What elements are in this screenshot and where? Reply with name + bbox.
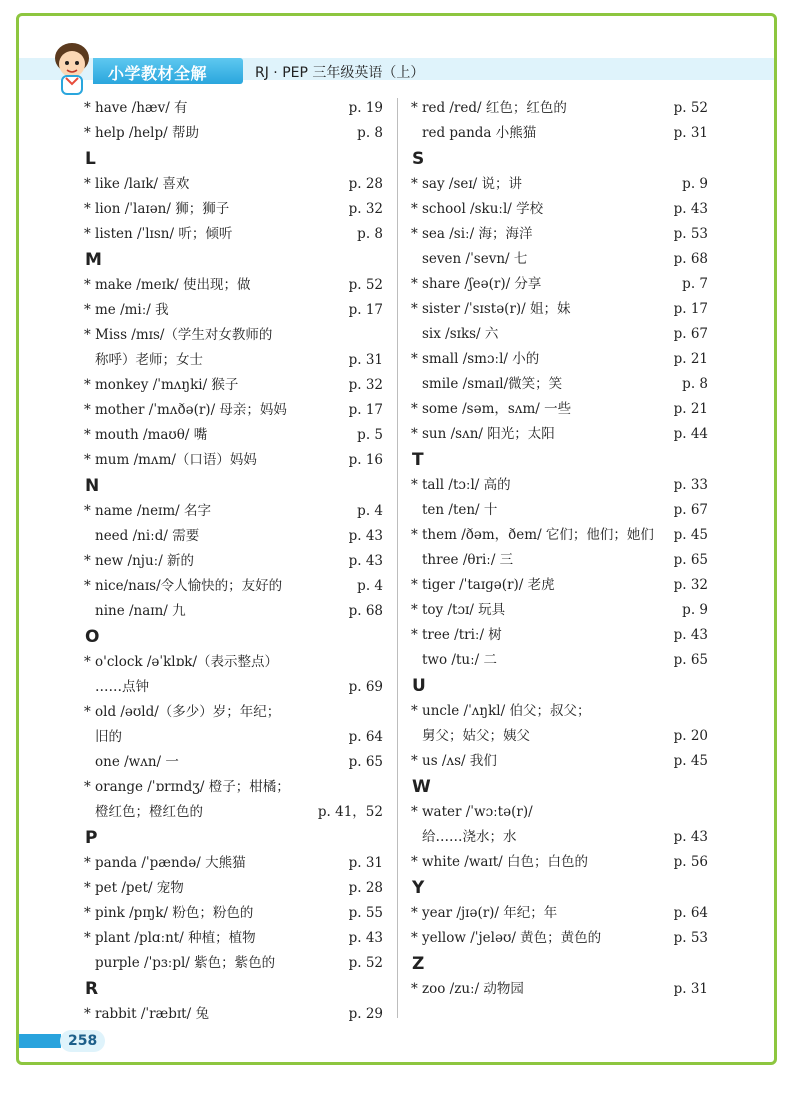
page-reference: p. 67 (673, 326, 708, 342)
entry-line (84, 499, 383, 524)
glossary-entry (84, 448, 383, 473)
entry-text: tall /tɔːl/ 高的 (422, 477, 511, 493)
glossary-entry (411, 800, 708, 850)
core-word-star: * (84, 402, 91, 418)
glossary-entry (84, 700, 383, 750)
entry-text: monkey /ˈmʌŋki/ 猴子 (95, 377, 239, 393)
entry-text: sister /ˈsɪstə(r)/ 姐；妹 (422, 301, 571, 317)
core-word-star: * (84, 176, 91, 192)
core-word-star: * (411, 703, 418, 719)
core-word-star: * (84, 553, 91, 569)
entry-text: o'clock /əˈklɒk/（表示整点） (95, 654, 278, 670)
entry-line (411, 96, 708, 121)
entry-line (411, 548, 708, 573)
core-word-star: * (84, 100, 91, 116)
page-reference: p. 28 (348, 880, 383, 896)
entry-text: yellow /ˈjeləʊ/ 黄色；黄色的 (422, 930, 602, 946)
glossary-entry (411, 222, 708, 247)
section-letter: U (412, 676, 426, 696)
glossary-entry (411, 498, 708, 523)
core-word-star: * (84, 880, 91, 896)
page-reference: p. 29 (348, 1006, 383, 1022)
entry-line (84, 775, 383, 800)
column-divider (397, 98, 398, 1018)
entry-line (84, 926, 383, 951)
page-reference: p. 7 (682, 276, 708, 292)
glossary-entry (411, 573, 708, 598)
page-reference: p. 31 (348, 352, 383, 368)
section-letter: S (412, 149, 425, 169)
core-word-star: * (411, 351, 418, 367)
entry-line (84, 172, 383, 197)
entry-line (84, 599, 383, 624)
glossary-entry (84, 373, 383, 398)
entry-text: like /laɪk/ 喜欢 (95, 176, 190, 192)
entry-text: three /θriː/ 三 (422, 552, 514, 568)
entry-line (411, 473, 708, 498)
core-word-star: * (84, 503, 91, 519)
core-word-star: * (411, 804, 418, 820)
page-reference: p. 20 (673, 728, 708, 744)
entry-text: water /ˈwɔːtə(r)/ (422, 804, 533, 820)
glossary-entry (84, 323, 383, 373)
entry-line (84, 675, 383, 700)
entry-line (411, 347, 708, 372)
core-word-star: * (84, 226, 91, 242)
core-word-star: * (84, 427, 91, 443)
section-letter: Y (412, 878, 425, 898)
entry-text: 给……浇水；水 (422, 829, 517, 845)
core-word-star: * (411, 100, 418, 116)
page-number: 258 (60, 1030, 105, 1052)
entry-line (84, 574, 383, 599)
page-reference: p. 4 (357, 503, 383, 519)
page-reference: p. 17 (673, 301, 708, 317)
entry-text: make /meɪk/ 使出现；做 (95, 277, 251, 293)
glossary-entry (84, 775, 383, 825)
section-letter: W (412, 777, 431, 797)
core-word-star: * (84, 779, 91, 795)
entry-line (411, 926, 708, 951)
page-reference: p. 43 (348, 553, 383, 569)
entry-text: panda /ˈpændə/ 大熊猫 (95, 855, 246, 871)
entry-line (84, 725, 383, 750)
section-letter: L (85, 149, 96, 169)
core-word-star: * (84, 704, 91, 720)
page-reference: p. 69 (348, 679, 383, 695)
entry-text: rabbit /ˈræbɪt/ 兔 (95, 1006, 209, 1022)
glossary-entry (411, 372, 708, 397)
entry-text: pink /pɪŋk/ 粉色；粉色的 (95, 905, 254, 921)
core-word-star: * (411, 201, 418, 217)
glossary-entry (411, 598, 708, 623)
entry-text: share /ʃeə(r)/ 分享 (422, 276, 542, 292)
entry-text: ……点钟 (95, 679, 149, 695)
page-reference: p. 55 (348, 905, 383, 921)
entry-line (411, 699, 708, 724)
entry-text: tree /triː/ 树 (422, 627, 502, 643)
glossary-entry (84, 298, 383, 323)
entry-text: mouth /maʊθ/ 嘴 (95, 427, 208, 443)
core-word-star: * (411, 602, 418, 618)
page-reference: p. 5 (357, 427, 383, 443)
entry-line (411, 372, 708, 397)
entry-line (411, 825, 708, 850)
entry-line (84, 323, 383, 348)
entry-text: 橙红色；橙红色的 (95, 804, 203, 820)
entry-text: tiger /ˈtaɪɡə(r)/ 老虎 (422, 577, 555, 593)
core-word-star: * (411, 905, 418, 921)
glossary-entry (84, 96, 383, 121)
entry-line (411, 800, 708, 825)
entry-text: old /əʊld/（多少）岁；年纪； (95, 704, 281, 720)
glossary-entry (411, 977, 708, 1002)
core-word-star: * (84, 452, 91, 468)
page-reference: p. 43 (673, 627, 708, 643)
glossary-entry (411, 272, 708, 297)
entry-line (84, 524, 383, 549)
page-reference: p. 17 (348, 402, 383, 418)
glossary-entry (84, 121, 383, 146)
glossary-entry (84, 398, 383, 423)
glossary-entry (411, 648, 708, 673)
entry-text: have /hæv/ 有 (95, 100, 188, 116)
glossary-entry (84, 951, 383, 976)
glossary-entry (84, 750, 383, 775)
entry-line (84, 121, 383, 146)
core-word-star: * (411, 577, 418, 593)
entry-line (84, 851, 383, 876)
entry-line (84, 348, 383, 373)
entry-text: new /njuː/ 新的 (95, 553, 195, 569)
page-reference: p. 19 (348, 100, 383, 116)
entry-line (411, 272, 708, 297)
entry-line (84, 398, 383, 423)
entry-line (84, 273, 383, 298)
glossary-entry (84, 901, 383, 926)
entry-text: need /niːd/ 需要 (95, 528, 200, 544)
page-reference: p. 33 (673, 477, 708, 493)
page-reference: p. 31 (673, 125, 708, 141)
glossary-right-column (411, 96, 708, 1002)
page-reference: p. 43 (348, 930, 383, 946)
page-reference: p. 9 (682, 602, 708, 618)
glossary-entry (84, 172, 383, 197)
core-word-star: * (411, 627, 418, 643)
entry-line (411, 749, 708, 774)
entry-line (411, 197, 708, 222)
page-reference: p. 43 (673, 201, 708, 217)
entry-line (411, 850, 708, 875)
entry-line (411, 247, 708, 272)
page-reference: p. 31 (348, 855, 383, 871)
glossary-entry (411, 473, 708, 498)
section-letter: O (85, 627, 100, 647)
page-reference: p. 4 (357, 578, 383, 594)
entry-text: year /jɪə(r)/ 年纪；年 (422, 905, 558, 921)
entry-text: zoo /zuː/ 动物园 (422, 981, 524, 997)
entry-line (84, 700, 383, 725)
page-reference: p. 8 (357, 226, 383, 242)
page-reference: p. 67 (673, 502, 708, 518)
core-word-star: * (84, 1006, 91, 1022)
entry-line (411, 523, 708, 548)
glossary-entry (411, 850, 708, 875)
entry-text: mum /mʌm/（口语）妈妈 (95, 452, 257, 468)
entry-text: smile /smaɪl/微笑；笑 (422, 376, 563, 392)
page-reference: p. 45 (673, 527, 708, 543)
entry-text: nine /naɪn/ 九 (95, 603, 186, 619)
core-word-star: * (411, 426, 418, 442)
page-reference: p. 65 (348, 754, 383, 770)
entry-text: uncle /ˈʌŋkl/ 伯父；叔父； (422, 703, 591, 719)
glossary-entry (411, 397, 708, 422)
page-reference: p. 8 (357, 125, 383, 141)
page-reference: p. 45 (673, 753, 708, 769)
page-reference: p. 21 (673, 351, 708, 367)
entry-text: seven /ˈsevn/ 七 (422, 251, 528, 267)
entry-line (84, 1002, 383, 1027)
core-word-star: * (84, 377, 91, 393)
glossary-entry (411, 926, 708, 951)
page-reference: p. 52 (348, 955, 383, 971)
entry-line (84, 951, 383, 976)
entry-text: sea /siː/ 海；海洋 (422, 226, 533, 242)
glossary-entry (411, 172, 708, 197)
entry-line (411, 422, 708, 447)
entry-text: 称呼）老师；女士 (95, 352, 203, 368)
glossary-entry (411, 297, 708, 322)
page-reference: p. 65 (673, 552, 708, 568)
entry-text: me /miː/ 我 (95, 302, 169, 318)
page-reference: p. 52 (348, 277, 383, 293)
entry-text: lion /ˈlaɪən/ 狮；狮子 (95, 201, 230, 217)
entry-text: us /ʌs/ 我们 (422, 753, 497, 769)
entry-line (411, 297, 708, 322)
glossary-entry (411, 247, 708, 272)
entry-text: ten /ten/ 十 (422, 502, 498, 518)
page-reference: p. 44 (673, 426, 708, 442)
glossary-entry (411, 422, 708, 447)
glossary-entry (411, 347, 708, 372)
core-word-star: * (411, 854, 418, 870)
entry-text: Miss /mɪs/（学生对女教师的 (95, 327, 273, 343)
glossary-entry (84, 524, 383, 549)
page-reference: p. 64 (673, 905, 708, 921)
entry-line (84, 800, 383, 825)
glossary-entry (411, 197, 708, 222)
entry-text: six /sɪks/ 六 (422, 326, 499, 342)
page-reference: p. 65 (673, 652, 708, 668)
core-word-star: * (84, 578, 91, 594)
entry-text: orange /ˈɒrɪndʒ/ 橙子；柑橘； (95, 779, 290, 795)
core-word-star: * (84, 302, 91, 318)
glossary-left-column (84, 96, 383, 1027)
glossary-entry (84, 876, 383, 901)
glossary-entry (84, 599, 383, 624)
entry-line (84, 373, 383, 398)
page-reference: p. 32 (348, 201, 383, 217)
page-reference: p. 56 (673, 854, 708, 870)
glossary-entry (84, 273, 383, 298)
entry-text: pet /pet/ 宠物 (95, 880, 184, 896)
entry-text: plant /plɑːnt/ 种植；植物 (95, 930, 256, 946)
entry-line (411, 172, 708, 197)
entry-text: white /waɪt/ 白色；白色的 (422, 854, 589, 870)
glossary-entry (411, 548, 708, 573)
core-word-star: * (84, 327, 91, 343)
glossary-entry (84, 1002, 383, 1027)
section-letter: N (85, 476, 100, 496)
core-word-star: * (411, 301, 418, 317)
core-word-star: * (411, 753, 418, 769)
core-word-star: * (84, 905, 91, 921)
entry-text: help /help/ 帮助 (95, 125, 199, 141)
page-reference: p. 53 (673, 226, 708, 242)
entry-text: purple /ˈpɜːpl/ 紫色；紫色的 (95, 955, 276, 971)
entry-line (411, 901, 708, 926)
entry-line (411, 598, 708, 623)
entry-text: sun /sʌn/ 阳光；太阳 (422, 426, 555, 442)
page-reference: p. 43 (673, 829, 708, 845)
entry-line (411, 623, 708, 648)
entry-text: two /tuː/ 二 (422, 652, 497, 668)
entry-text: say /seɪ/ 说；讲 (422, 176, 523, 192)
page-reference: p. 64 (348, 729, 383, 745)
entry-text: name /neɪm/ 名字 (95, 503, 212, 519)
entry-line (84, 423, 383, 448)
core-word-star: * (84, 654, 91, 670)
page-reference: p. 28 (348, 176, 383, 192)
section-letter: T (412, 450, 424, 470)
entry-text: red panda 小熊猫 (422, 125, 537, 141)
page-reference: p. 21 (673, 401, 708, 417)
entry-line (411, 121, 708, 146)
footer-bar (19, 1034, 61, 1048)
page-reference: p. 17 (348, 302, 383, 318)
core-word-star: * (411, 981, 418, 997)
edition-label: RJ · PEP 三年级英语（上） (255, 65, 425, 81)
glossary-entry (411, 623, 708, 648)
core-word-star: * (411, 276, 418, 292)
core-word-star: * (84, 201, 91, 217)
section-letter: R (85, 979, 99, 999)
core-word-star: * (411, 401, 418, 417)
entry-line (411, 322, 708, 347)
core-word-star: * (84, 125, 91, 141)
core-word-star: * (411, 930, 418, 946)
entry-line (84, 750, 383, 775)
entry-line (84, 549, 383, 574)
page-reference: p. 52 (673, 100, 708, 116)
entry-line (84, 298, 383, 323)
entry-line (84, 197, 383, 222)
glossary-entry (411, 96, 708, 121)
entry-line (411, 498, 708, 523)
entry-line (84, 901, 383, 926)
entry-text: mother /ˈmʌðə(r)/ 母亲；妈妈 (95, 402, 287, 418)
page-reference: p. 16 (348, 452, 383, 468)
entry-line (84, 448, 383, 473)
entry-text: some /səm，sʌm/ 一些 (422, 401, 572, 417)
core-word-star: * (411, 226, 418, 242)
entry-text: small /smɔːl/ 小的 (422, 351, 540, 367)
glossary-entry (411, 523, 708, 548)
book-title: 小学教材全解 (108, 64, 208, 83)
section-letter: M (85, 250, 102, 270)
entry-text: red /red/ 红色；红色的 (422, 100, 567, 116)
glossary-entry (84, 926, 383, 951)
entry-line (84, 222, 383, 247)
core-word-star: * (411, 527, 418, 543)
core-word-star: * (411, 477, 418, 493)
glossary-entry (84, 222, 383, 247)
core-word-star: * (84, 930, 91, 946)
glossary-entry (411, 749, 708, 774)
entry-line (411, 724, 708, 749)
entry-text: them /ðəm，ðem/ 它们；他们；她们 (422, 527, 654, 543)
entry-text: nice/naɪs/令人愉快的；友好的 (95, 578, 283, 594)
page-reference: p. 8 (682, 376, 708, 392)
entry-line (411, 648, 708, 673)
entry-line (84, 650, 383, 675)
glossary-entry (84, 197, 383, 222)
page-reference: p. 41，52 (317, 804, 383, 820)
glossary-entry (84, 650, 383, 700)
entry-line (411, 977, 708, 1002)
entry-text: school /skuːl/ 学校 (422, 201, 544, 217)
page-reference: p. 53 (673, 930, 708, 946)
glossary-entry (84, 574, 383, 599)
entry-text: one /wʌn/ 一 (95, 754, 179, 770)
glossary-entry (411, 901, 708, 926)
entry-text: 旧的 (95, 729, 122, 745)
entry-line (411, 573, 708, 598)
entry-line (411, 222, 708, 247)
glossary-entry (84, 499, 383, 524)
entry-text: toy /tɔɪ/ 玩具 (422, 602, 506, 618)
core-word-star: * (84, 277, 91, 293)
entry-text: listen /ˈlɪsn/ 听；倾听 (95, 226, 233, 242)
section-letter: Z (412, 954, 425, 974)
glossary-entry (84, 851, 383, 876)
entry-line (84, 96, 383, 121)
entry-line (411, 397, 708, 422)
core-word-star: * (411, 176, 418, 192)
glossary-entry (411, 699, 708, 749)
page-reference: p. 68 (673, 251, 708, 267)
glossary-entry (84, 549, 383, 574)
page-reference: p. 32 (673, 577, 708, 593)
glossary-entry (411, 121, 708, 146)
page-reference: p. 9 (682, 176, 708, 192)
entry-text: 舅父；姑父；姨父 (422, 728, 530, 744)
core-word-star: * (84, 855, 91, 871)
glossary-entry (411, 322, 708, 347)
page-reference: p. 43 (348, 528, 383, 544)
section-letter: P (85, 828, 98, 848)
entry-line (84, 876, 383, 901)
page-reference: p. 68 (348, 603, 383, 619)
page-reference: p. 31 (673, 981, 708, 997)
glossary-entry (84, 423, 383, 448)
page-reference: p. 32 (348, 377, 383, 393)
